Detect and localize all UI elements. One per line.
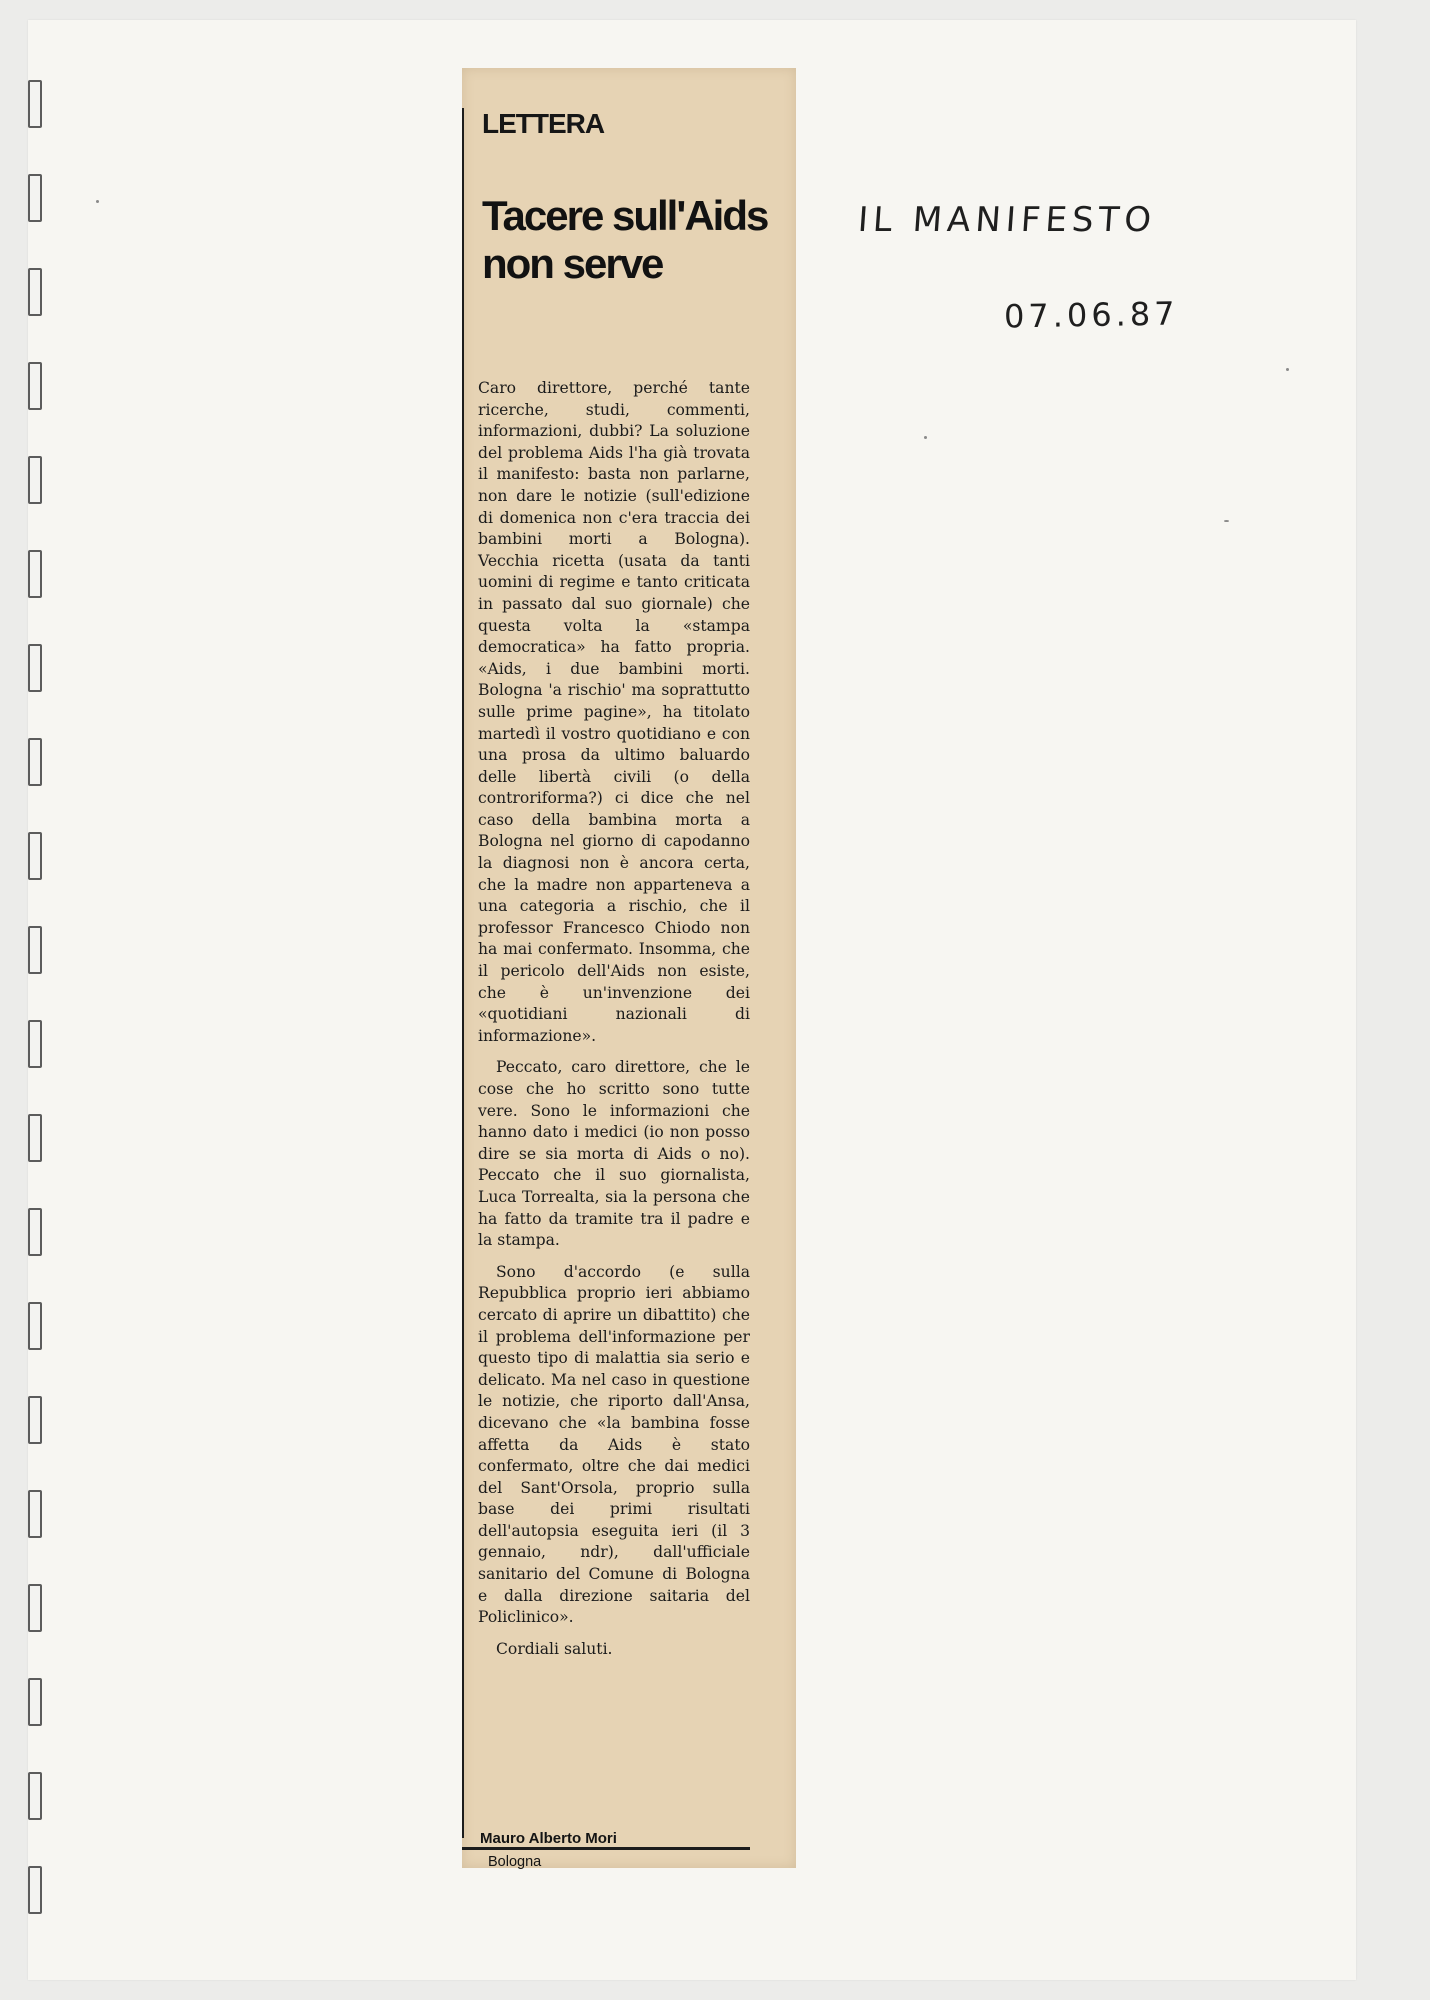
binder-hole xyxy=(28,832,42,880)
binder-hole xyxy=(28,268,42,316)
paper-speck xyxy=(1224,520,1229,522)
binder-hole xyxy=(28,1020,42,1068)
author-signature: Mauro Alberto Mori xyxy=(480,1830,617,1847)
author-place: Bologna xyxy=(488,1854,542,1870)
paper-speck xyxy=(924,436,927,439)
binder-hole xyxy=(28,1678,42,1726)
binder-hole xyxy=(28,1866,42,1914)
binder-hole xyxy=(28,644,42,692)
binder-hole xyxy=(28,174,42,222)
binder-holes xyxy=(28,80,68,1940)
binder-hole xyxy=(28,1396,42,1444)
binder-hole xyxy=(28,1302,42,1350)
binder-hole xyxy=(28,926,42,974)
binder-hole xyxy=(28,362,42,410)
binder-hole xyxy=(28,1490,42,1538)
handwritten-source: IL MANIFESTO xyxy=(856,200,1158,240)
binder-hole xyxy=(28,80,42,128)
paper-speck xyxy=(96,200,99,203)
column-rule xyxy=(462,108,464,1838)
article-paragraph: Caro direttore, perché tante ricerche, studi, commenti, informazioni, dubbi? La soluzione del problema Aids l'ha già trovata il manifesto: basta non parlarne, non dare le notizie (sull'edizione di domenica non c'era traccia dei bambini morti a Bologna). Vecchia ricetta (usata da tanti uomini di regime e tanto criticata in passato dal suo giornale) che questa volta la «stampa democratica» ha fatto propria. «Aids, i due bambini morti. Bologna 'a rischio' ma soprattutto sulle prime pagine», ha titolato martedì il vostro quotidiano e con una prosa da ultimo baluardo delle libertà civili (o della controriforma?) ci dice che nel caso della bambina morta a Bologna nel giorno di capodanno la diagnosi non è ancora certa, che la madre non apparteneva a una categoria a rischio, che il professor Francesco Chiodo non ha mai confermato. Insomma, che il pericolo dell'Aids non esiste, che è un'invenzione dei «quotidiani nazionali di informazione». xyxy=(478,379,750,1045)
binder-hole xyxy=(28,1772,42,1820)
binder-hole xyxy=(28,456,42,504)
bottom-rule xyxy=(462,1847,750,1850)
newspaper-clipping xyxy=(462,68,796,1868)
binder-hole xyxy=(28,1208,42,1256)
article-body xyxy=(478,378,750,1670)
binder-hole xyxy=(28,1114,42,1162)
binder-hole xyxy=(28,550,42,598)
article-paragraph: Sono d'accordo (e sulla Repubblica proprio ieri abbiamo cercato di aprire un dibattito) che il problema dell'informazione per questo tipo di malattia sia serio e delicato. Ma nel caso in questione le notizie, che riporto dall'Ansa, dicevano che «la bambina fosse affetta da Aids è stato confermato, oltre che dai medici del Sant'Orsola, proprio sulla base dei primi risultati dell'autopsia eseguita ieri (il 3 gennaio, ndr), dall'ufficiale sanitario del Comune di Bologna e dalla direzione saitaria del Policlinico». xyxy=(478,1262,750,1627)
handwritten-date: 07.06.87 xyxy=(1003,294,1179,336)
article-closing: Cordiali saluti. xyxy=(496,1639,613,1658)
binder-hole xyxy=(28,738,42,786)
section-kicker: LETTERA xyxy=(482,108,605,139)
article-paragraph: Peccato, caro direttore, che le cose che ho scritto sono tutte vere. Sono le informazioni che hanno dato i medici (io non posso dire se sia morta di Aids o no). Peccato che il suo giornalista, Luca Torrealta, sia la persona che ha fatto da tramite tra il padre e la stampa. xyxy=(478,1058,750,1250)
binder-hole xyxy=(28,1584,42,1632)
article-headline: Tacere sull'Aids non serve xyxy=(482,192,768,287)
paper-speck xyxy=(1286,368,1289,371)
